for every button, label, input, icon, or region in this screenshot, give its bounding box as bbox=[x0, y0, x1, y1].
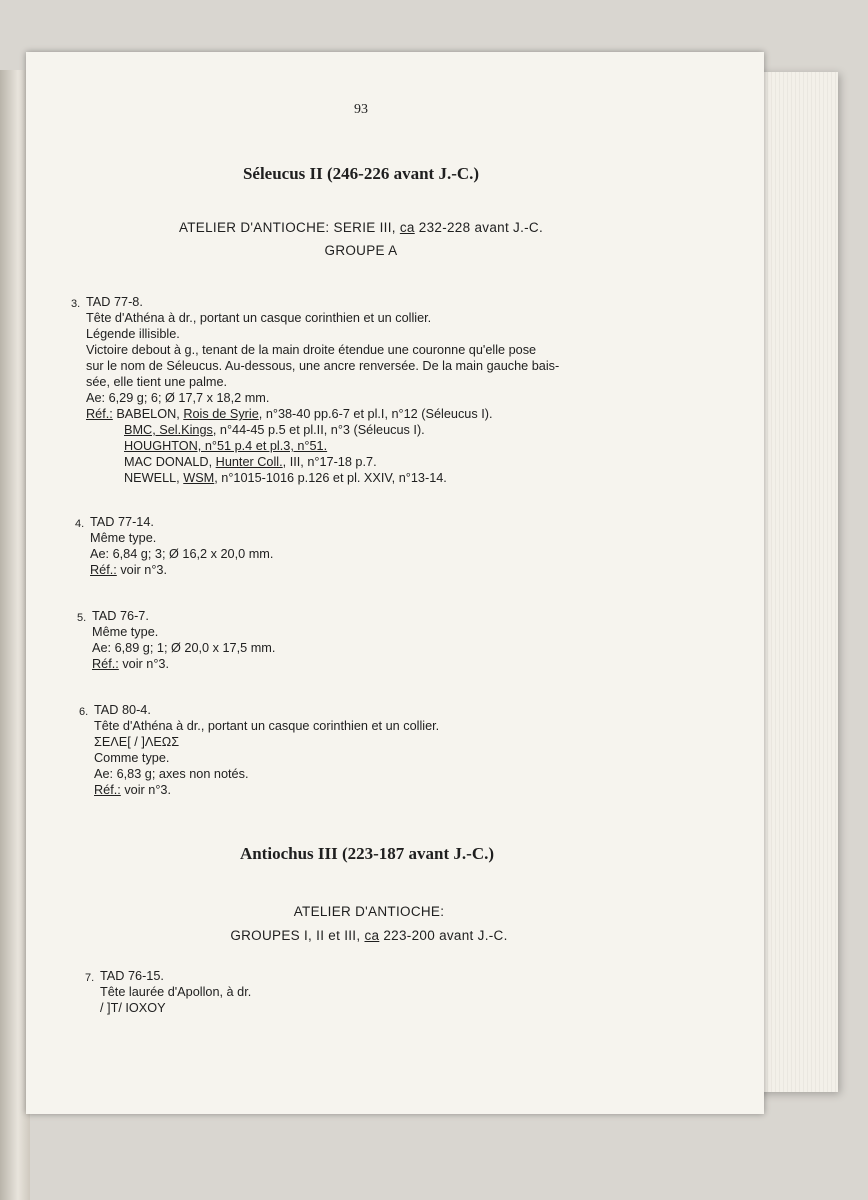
groupes-text: GROUPES I, II et III, bbox=[230, 928, 365, 943]
ref-text: NEWELL, bbox=[124, 471, 184, 485]
reference-line bbox=[90, 562, 273, 578]
atelier-heading-2: ATELIER D'ANTIOCHE: bbox=[293, 904, 445, 919]
entry-line: sur le nom de Séleucus. Au-dessous, une ancre renversée. De la main gauche bais- bbox=[86, 359, 560, 373]
entry-number: 6. bbox=[79, 706, 89, 718]
page-number: 93 bbox=[354, 102, 368, 117]
groupes-heading bbox=[34, 928, 704, 943]
entry-line: Ae: 6,29 g; 6; Ø 17,7 x 18,2 mm. bbox=[86, 391, 270, 405]
atelier-ca: ca bbox=[399, 220, 415, 235]
ref-title: BMC, Sel.Kings bbox=[124, 423, 213, 437]
reference-line bbox=[86, 470, 559, 486]
reference-line bbox=[86, 406, 559, 422]
entry-line: TAD 76-7. bbox=[92, 609, 149, 623]
greek-legend: / ]T/ IOXOY bbox=[100, 1001, 166, 1015]
entry-line: TAD 77-8. bbox=[86, 295, 143, 309]
atelier-text: ATELIER D'ANTIOCHE: SERIE III, bbox=[178, 220, 400, 235]
entry-line: Tête d'Athéna à dr., portant un casque corinthien et un collier. bbox=[94, 719, 440, 733]
entry-line: Tête d'Athéna à dr., portant un casque corinthien et un collier. bbox=[86, 311, 432, 325]
entry-number: 3. bbox=[71, 298, 81, 310]
ref-text: BABELON, bbox=[112, 407, 184, 421]
entry-line: TAD 76-15. bbox=[100, 969, 164, 983]
entry-number: 5. bbox=[77, 612, 87, 624]
ref-text: , n°38-40 pp.6-7 et pl.I, n°12 (Séleucus I). bbox=[258, 407, 493, 421]
ref-text: HOUGHTON, n°51 p.4 et pl.3, n°51. bbox=[124, 439, 328, 453]
entry-number: 7. bbox=[85, 972, 95, 984]
entry-line: Tête laurée d'Apollon, à dr. bbox=[100, 985, 252, 999]
reference-line bbox=[86, 438, 559, 454]
entry-line: TAD 77-14. bbox=[90, 515, 154, 529]
ref-text: voir n°3. bbox=[118, 657, 170, 671]
groupes-dates: 223-200 avant J.-C. bbox=[379, 928, 508, 943]
entry-line: Même type. bbox=[92, 625, 159, 639]
ref-label: Réf.: bbox=[92, 657, 119, 671]
greek-legend: ΣΕΛΕ[ / ]ΛΕΩΣ bbox=[94, 735, 180, 749]
groupe-heading: GROUPE A bbox=[324, 243, 398, 258]
catalog-entry-6 bbox=[79, 702, 440, 798]
ref-label: Réf.: bbox=[86, 407, 113, 421]
ref-text: MAC DONALD, bbox=[124, 455, 216, 469]
ref-text: , n°44-45 p.5 et pl.II, n°3 (Séleucus I). bbox=[212, 423, 425, 437]
ref-label: Réf.: bbox=[90, 563, 117, 577]
ref-text: voir n°3. bbox=[120, 783, 172, 797]
atelier-dates: 232-228 avant J.-C. bbox=[414, 220, 544, 235]
section-title-seleucus: Séleucus II (246-226 avant J.-C.) bbox=[242, 164, 480, 183]
reference-line bbox=[86, 422, 559, 438]
atelier-heading bbox=[26, 220, 696, 235]
groupes-ca: ca bbox=[364, 928, 380, 943]
catalog-entry-4 bbox=[75, 514, 274, 578]
entry-line: Victoire debout à g., tenant de la main droite étendue une couronne qu'elle pose bbox=[86, 343, 537, 357]
page-stack-edges bbox=[752, 72, 838, 1092]
section-title-antiochus: Antiochus III (223-187 avant J.-C.) bbox=[239, 844, 495, 863]
entry-line: Légende illisible. bbox=[86, 327, 180, 341]
reference-line bbox=[86, 454, 559, 470]
entry-line: sée, elle tient une palme. bbox=[86, 375, 228, 389]
entry-line: Ae: 6,83 g; axes non notés. bbox=[94, 767, 249, 781]
catalog-entry-3 bbox=[71, 294, 560, 486]
ref-title: WSM bbox=[183, 471, 215, 485]
entry-line: Ae: 6,89 g; 1; Ø 20,0 x 17,5 mm. bbox=[92, 641, 276, 655]
ref-text: voir n°3. bbox=[116, 563, 168, 577]
book-page bbox=[26, 52, 764, 1114]
entry-line: Même type. bbox=[90, 531, 157, 545]
ref-label: Réf.: bbox=[94, 783, 121, 797]
catalog-entry-5 bbox=[77, 608, 276, 672]
entry-line: Ae: 6,84 g; 3; Ø 16,2 x 20,0 mm. bbox=[90, 547, 274, 561]
entry-line: Comme type. bbox=[94, 751, 170, 765]
ref-text: , n°1015-1016 p.126 et pl. XXIV, n°13-14. bbox=[214, 471, 447, 485]
reference-line bbox=[92, 656, 275, 672]
ref-title: Hunter Coll. bbox=[215, 455, 283, 469]
entry-line: TAD 80-4. bbox=[94, 703, 151, 717]
entry-number: 4. bbox=[75, 518, 85, 530]
reference-line bbox=[94, 782, 439, 798]
ref-text: , III, n°17-18 p.7. bbox=[282, 455, 377, 469]
ref-title: Rois de Syrie bbox=[183, 407, 259, 421]
catalog-entry-7 bbox=[85, 968, 252, 1016]
